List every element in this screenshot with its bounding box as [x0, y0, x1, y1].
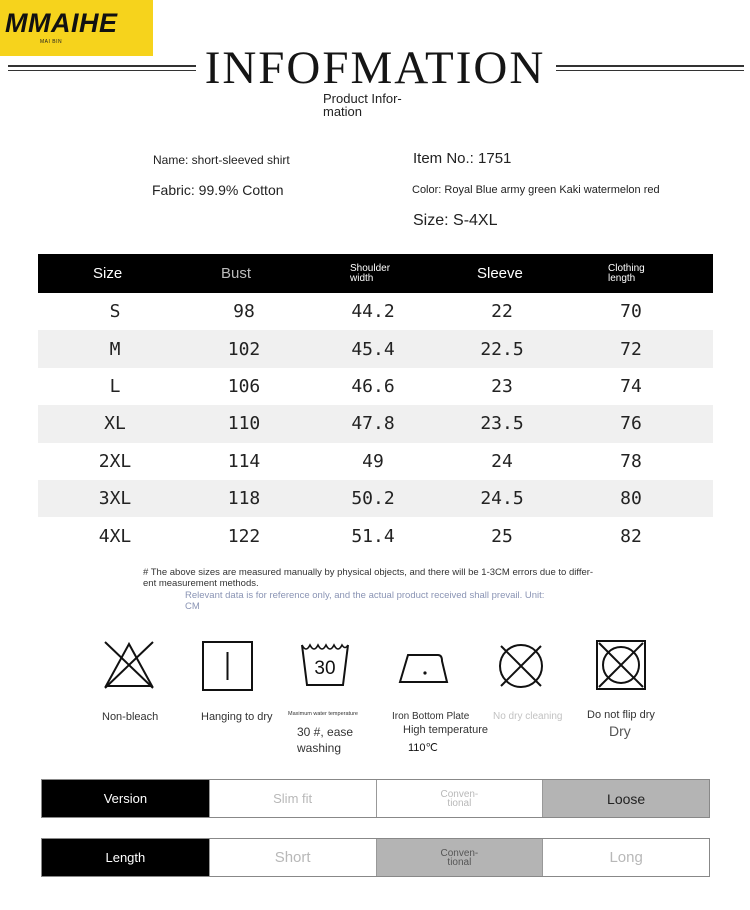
product-fabric: Fabric: 99.9% Cotton: [152, 182, 284, 198]
iron-temp-label: 110℃: [408, 742, 438, 754]
table-cell-clothing-length: 70: [620, 301, 642, 323]
version-option-slim-fit: Slim fit: [209, 780, 376, 817]
table-cell-size: XL: [104, 413, 126, 435]
size-table-body: [38, 293, 713, 555]
table-row: [38, 368, 713, 405]
wash-30-icon: [300, 641, 350, 687]
version-label: Version: [42, 780, 209, 817]
length-option-long: Long: [542, 839, 709, 876]
table-cell-sleeve: 22.5: [480, 338, 524, 360]
version-option-loose: Loose: [542, 780, 709, 817]
table-cell-clothing-length: 82: [620, 525, 642, 547]
table-cell-size: 4XL: [98, 525, 132, 547]
table-cell-size: 3XL: [98, 488, 132, 510]
no-tumble-dry-label-2: Dry: [609, 723, 631, 739]
table-cell-bust: 118: [227, 488, 261, 510]
table-cell-size: 2XL: [98, 450, 132, 472]
table-row: [38, 330, 713, 367]
title-rule-left: [8, 65, 196, 71]
iron-icon: [398, 647, 450, 685]
no-bleach-icon: [103, 640, 155, 690]
length-option-short: Short: [209, 839, 376, 876]
header-size: Size: [93, 265, 123, 282]
product-item-no: Item No.: 1751: [413, 150, 512, 167]
table-cell-bust: 122: [227, 525, 261, 547]
no-tumble-dry-icon: [596, 640, 646, 690]
table-row: [38, 293, 713, 330]
table-cell-bust: 110: [227, 413, 261, 435]
title-rule-right: [556, 65, 744, 71]
table-cell-size: M: [109, 338, 121, 360]
table-cell-shoulder-width: 50.2: [351, 488, 395, 510]
section-subtitle: Product Infor- mation: [323, 91, 402, 119]
table-cell-shoulder-width: 46.6: [351, 375, 395, 397]
header-bust: Bust: [221, 265, 252, 282]
table-cell-clothing-length: 74: [620, 375, 642, 397]
table-cell-clothing-length: 72: [620, 338, 642, 360]
table-cell-shoulder-width: 49: [362, 450, 384, 472]
table-row: [38, 480, 713, 517]
header-sleeve: Sleeve: [477, 265, 523, 282]
table-row: [38, 443, 713, 480]
brand-name: MMAIHE: [5, 8, 118, 38]
table-cell-bust: 102: [227, 338, 261, 360]
product-color: Color: Royal Blue army green Kaki watermelon red: [412, 184, 660, 196]
iron-high-temp-label: High temperature: [403, 724, 488, 736]
wash-temp-text: 30: [314, 658, 336, 679]
table-cell-clothing-length: 78: [620, 450, 642, 472]
length-label: Length: [42, 839, 209, 876]
table-cell-bust: 106: [227, 375, 261, 397]
table-cell-sleeve: 24: [491, 450, 513, 472]
header-shoulder-width: Shoulder width: [350, 262, 391, 284]
table-row: [38, 517, 713, 554]
table-cell-sleeve: 23: [491, 375, 513, 397]
brand-logo: [0, 0, 153, 56]
table-cell-bust: 114: [227, 450, 261, 472]
table-cell-clothing-length: 80: [620, 488, 642, 510]
no-tumble-dry-label: Do not flip dry: [587, 709, 655, 721]
length-option-conventional: Conven- tional: [376, 839, 543, 876]
iron-plate-label: Iron Bottom Plate: [392, 711, 470, 722]
table-cell-size: S: [109, 301, 121, 323]
table-cell-bust: 98: [233, 301, 255, 323]
hang-dry-icon: [202, 641, 253, 691]
table-cell-shoulder-width: 44.2: [351, 301, 395, 323]
size-table-header: [38, 254, 713, 293]
non-bleach-label: Non-bleach: [102, 711, 159, 723]
table-cell-shoulder-width: 45.4: [351, 338, 395, 360]
product-size: Size: S-4XL: [413, 212, 498, 229]
length-row: [41, 838, 710, 877]
table-cell-shoulder-width: 47.8: [351, 413, 395, 435]
hang-dry-label: Hanging to dry: [201, 711, 273, 723]
wash-desc-label: 30 #, ease washing: [297, 725, 354, 755]
max-water-temp-label: Maximum water temperature: [288, 711, 358, 717]
version-row: [41, 779, 710, 818]
measurement-note: # The above sizes are measured manually by physical objects, and there will be 1-3CM errors due to differ- ent measurement methods.: [143, 567, 594, 589]
size-table: [38, 254, 713, 555]
table-cell-sleeve: 25: [491, 525, 513, 547]
table-cell-size: L: [109, 375, 121, 397]
table-cell-clothing-length: 76: [620, 413, 642, 435]
no-dry-clean-icon: [497, 642, 545, 690]
table-cell-sleeve: 23.5: [480, 413, 524, 435]
table-cell-shoulder-width: 51.4: [351, 525, 395, 547]
table-cell-sleeve: 24.5: [480, 488, 524, 510]
page-title: INFOFMATION: [204, 42, 546, 94]
version-option-conventional: Conven- tional: [376, 780, 543, 817]
product-name: Name: short-sleeved shirt: [153, 153, 290, 167]
table-cell-sleeve: 22: [491, 301, 513, 323]
no-dry-clean-label: No dry cleaning: [493, 711, 563, 722]
reference-note: Relevant data is for reference only, and the actual product received shall prevail. Unit: CM: [185, 590, 545, 612]
brand-tagline: MAI BIN: [40, 39, 63, 45]
table-row: [38, 405, 713, 442]
header-clothing-length: Clothing length: [608, 262, 645, 284]
